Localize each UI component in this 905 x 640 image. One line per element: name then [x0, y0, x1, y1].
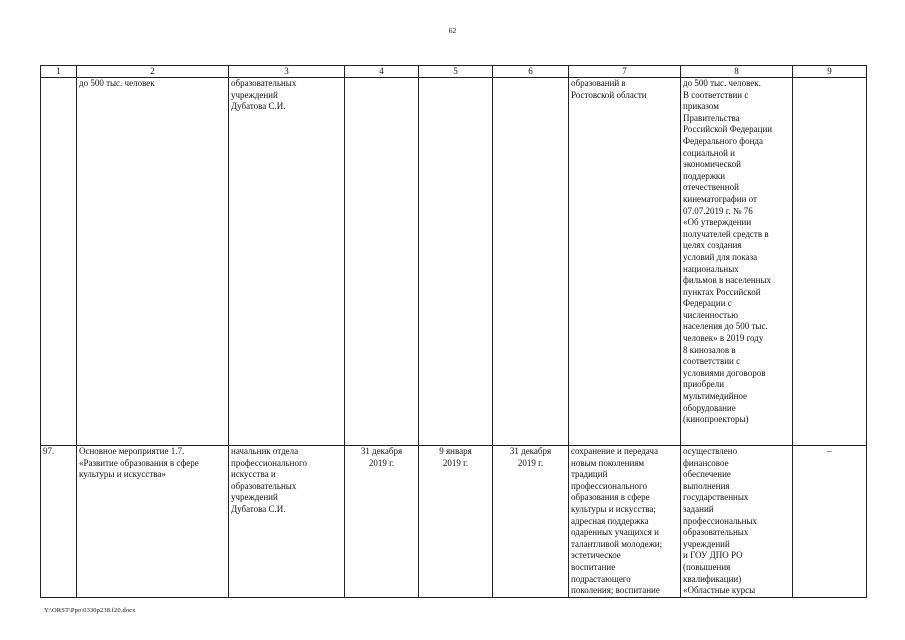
column-header: 7 — [569, 66, 681, 78]
file-path-footer: Y:\ORST\Ppo\0330p238.f20.docx — [44, 607, 136, 614]
column-header: 3 — [229, 66, 345, 78]
cell-event-name: до 500 тыс. человек — [77, 78, 229, 446]
page-number: 62 — [448, 26, 457, 35]
column-header: 9 — [793, 66, 867, 78]
column-header: 6 — [493, 66, 569, 78]
column-header: 2 — [77, 66, 229, 78]
cell-end-date: 31 декабря 2019 г. — [493, 446, 569, 598]
cell-planned-date — [345, 78, 419, 446]
column-header: 5 — [419, 66, 493, 78]
cell-number: 97. — [41, 446, 77, 598]
cell-start-date — [419, 78, 493, 446]
cell-notes — [793, 78, 867, 446]
cell-start-date: 9 января 2019 г. — [419, 446, 493, 598]
cell-expected-result: сохранение и передача новым поколениям традиций профессионального образования в сфере культуры и искусства; адресная поддержка одаренных учащихся и талантливой молодежи; эстетическое воспитание подрастающего поколения; воспитание — [569, 446, 681, 598]
cell-responsible: начальник отдела профессионального искусства и образовательных учреждений Дубатова С.И. — [229, 446, 345, 598]
cell-actual-result: осуществлено финансовое обеспечение выполнения государственных заданий профессиональных образовательных учреждений и ГОУ ДПО РО (повышения квалификации) «Областные курсы — [681, 446, 793, 598]
cell-actual-result: до 500 тыс. человек. В соответствии с приказом Правительства Российской Федерации Федерального фонда социальной и экономической поддержки отечественной кинематографии от 07.07.2019 г. № 76 «Об утверждении получателей средств в целях создания условий для показа национальных фильмов в населенных пунктах Российской Федерации с численностью населения до 500 тыс. человек» в 2019 году 8 кинозалов в соответствии с условиями договоров приобрели мультимедийное оборудование (кинопроекторы) — [681, 78, 793, 446]
cell-event-name: Основное мероприятие 1.7. «Развитие образования в сфере культуры и искусства» — [77, 446, 229, 598]
cell-notes: – — [793, 446, 867, 598]
cell-planned-date: 31 декабря 2019 г. — [345, 446, 419, 598]
column-header: 8 — [681, 66, 793, 78]
cell-expected-result: образований в Ростовской области — [569, 78, 681, 446]
column-header: 4 — [345, 66, 419, 78]
table-row — [41, 446, 867, 598]
cell-responsible: образовательных учреждений Дубатова С.И. — [229, 78, 345, 446]
column-header-row — [41, 66, 867, 78]
column-header: 1 — [41, 66, 77, 78]
table-row — [41, 78, 867, 446]
cell-end-date — [493, 78, 569, 446]
cell-number — [41, 78, 77, 446]
report-table — [40, 65, 867, 598]
